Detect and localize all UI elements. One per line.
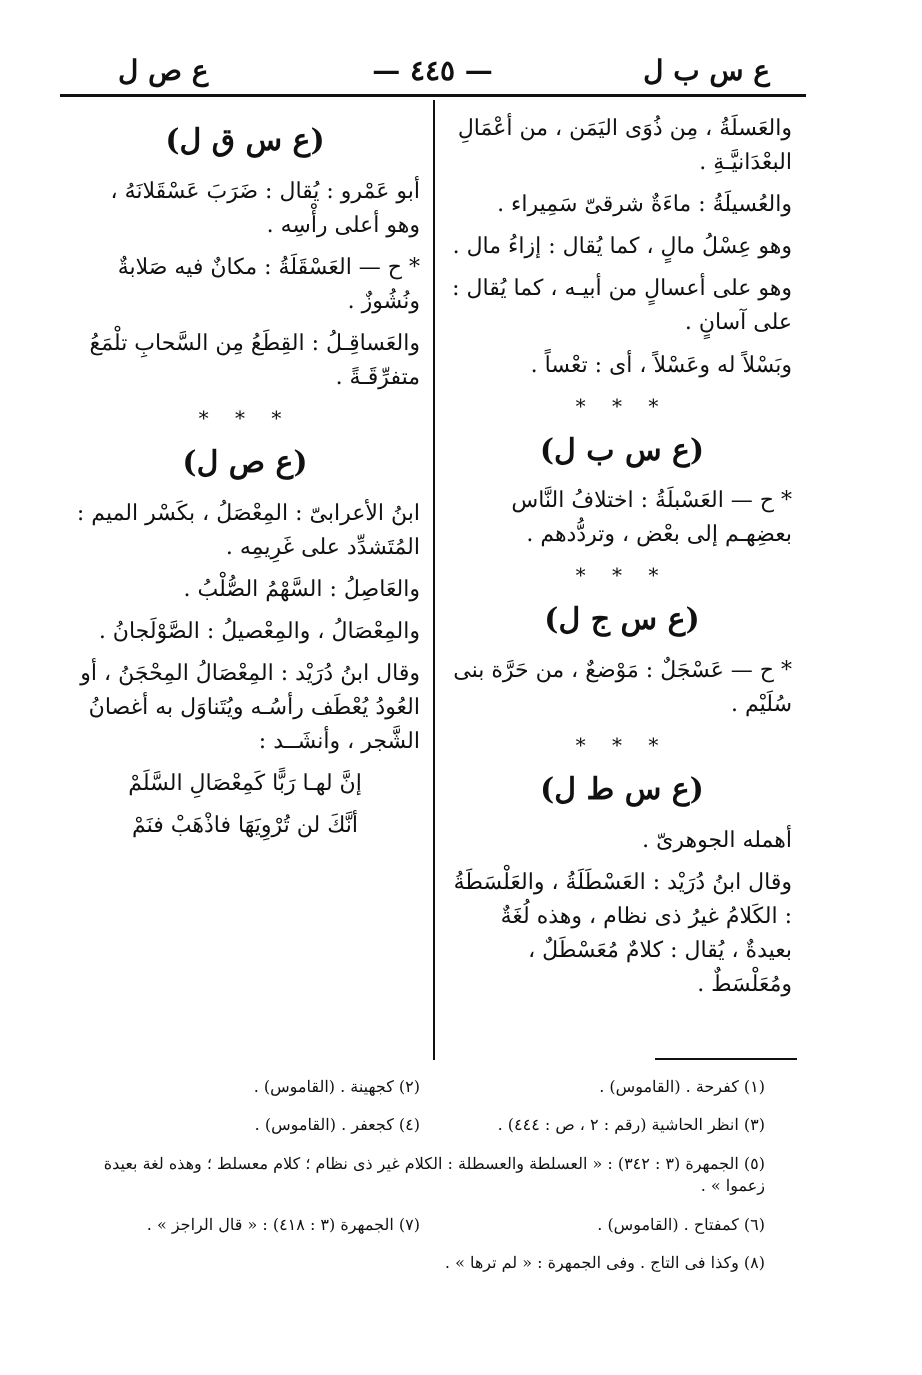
entry-text: * ح — العَسْبلَةُ : اختلافُ النَّاس بعضِهـم إلى بعْض ، وتردُّدهم . xyxy=(511,488,792,548)
entry-text: وقال ابنُ دُرَيْد : المِعْصَالُ المِحْجَنُ ، أو العُودُ يُعْطَف رأسُـه ويُتَناوَل به أغصانُ الشَّجر ، وأنشَــد : xyxy=(80,660,420,755)
entry-text: والعُسيلَةُ : ماءَةٌ شرقىّ سَمِيراء . xyxy=(497,192,792,218)
verse-line: أنَّكَ لن تُرْوِيَهَا فاذْهَبْ فنَمْ xyxy=(131,813,359,839)
page-number: — ٤٤٥ — xyxy=(372,54,493,87)
root-heading-asql: (ع س ق ل) xyxy=(165,123,325,158)
root-heading-astl: (ع س ط ل) xyxy=(540,772,704,808)
left-column xyxy=(70,112,420,851)
entry-text: وقال ابنُ دُرَيْد : العَسْطَلَةُ ، والعَلْسَطَةُ : الكَلامُ غيرُ ذى نظام ، وهذه لُغَةٌ بعيدةٌ ، يُقال : كلامٌ مُعَسْطَلٌ ، ومُعَلْسَطٌ . xyxy=(453,869,792,997)
running-head-right: ع س ب ل xyxy=(643,54,770,87)
footnote: (٥) الجمهرة (٣ : ٣٤٢) : « العسلطة والعسطلة : الكلام غير ذى نظام ؛ كلام معسلط ؛ وهذه لغة بعيدة زعموا » . xyxy=(103,1153,765,1196)
root-heading-asl: (ع ص ل) xyxy=(182,445,308,481)
footnote: (١) كفرحة . (القاموس) . xyxy=(599,1077,765,1096)
entry-text: أبو عَمْرو : يُقال : ضَرَبَ عَسْقَلانَهُ ، وهو أعلى رأْسِه . xyxy=(110,178,420,238)
section-separator: * * * xyxy=(575,393,669,418)
root-heading-asbl: (ع س ب ل) xyxy=(539,432,705,468)
footnote: (٦) كمفتاح . (القاموس) . xyxy=(597,1214,765,1234)
verse-line: إنَّ لهـا رَبًّا كَمِعْصَالِ السَّلَمْ xyxy=(128,771,362,797)
entry-text: والعَساقِـلُ : القِطَعُ مِن السَّحابِ تلْمَعُ متفرِّقَـةً . xyxy=(89,330,420,390)
column-divider xyxy=(433,100,435,1060)
entry-text: والمِعْصَالُ ، والمِعْصيلُ : الصَّوْلَجانُ . xyxy=(98,618,420,644)
footnote: (٧) الجمهرة (٣ : ٤١٨) : « قال الراجز » . xyxy=(146,1214,420,1234)
section-separator: * * * xyxy=(198,406,292,431)
section-separator: * * * xyxy=(575,733,669,758)
footnotes xyxy=(75,1076,765,1290)
entry-text: أهمله الجوهرىّ . xyxy=(642,827,792,853)
entry-text: وهو على أعسالٍ من أبيـه ، كما يُقال : على آسانٍ . xyxy=(452,276,792,336)
entry-text: وهو عِسْلُ مالٍ ، كما يُقال : إزاءُ مال . xyxy=(452,234,792,260)
footnote: (٨) وكذا فى التاج . وفى الجمهرة : « لم ترها » . xyxy=(444,1252,765,1272)
running-head-left: ع ص ل xyxy=(118,54,209,87)
entry-text: وبَسْلاً له وعَسْلاً ، أى : تعْساً . xyxy=(530,352,792,378)
footnote-rule xyxy=(655,1058,797,1060)
root-heading-asjl: (ع س ج ل) xyxy=(544,602,700,638)
footnote: (٤) كجعفر . (القاموس) . xyxy=(254,1115,420,1135)
section-separator: * * * xyxy=(575,563,669,588)
entry-text: * ح — العَسْقَلَةُ : مكانٌ فيه صَلابةٌ ونُشُوزٌ . xyxy=(117,254,420,314)
entry-text: ابنُ الأعرابىّ : المِعْصَلُ ، بكَسْر الميم : المُتَشدِّد على غَرِيمِه . xyxy=(76,500,420,560)
running-head xyxy=(60,48,805,96)
header-rule xyxy=(60,94,806,97)
footnote: (٣) انظر الحاشية (رقم : ٢ ، ص : ٤٤٤) . xyxy=(497,1115,765,1135)
entry-text: والعَاصِلُ : السَّهْمُ الصُّلْبُ . xyxy=(183,576,420,602)
entry-text: * ح — عَسْجَلٌ : مَوْضعٌ ، من حَرَّة بنى سُلَيْم . xyxy=(453,657,792,717)
footnote: (٢) كجهينة . (القاموس) . xyxy=(253,1077,420,1096)
right-column xyxy=(452,112,792,1010)
entry-text: والعَسلَةُ ، مِن ذُوَى اليَمَن ، من أعْمَالِ البعْدَانيَّـةِ . xyxy=(457,116,792,176)
